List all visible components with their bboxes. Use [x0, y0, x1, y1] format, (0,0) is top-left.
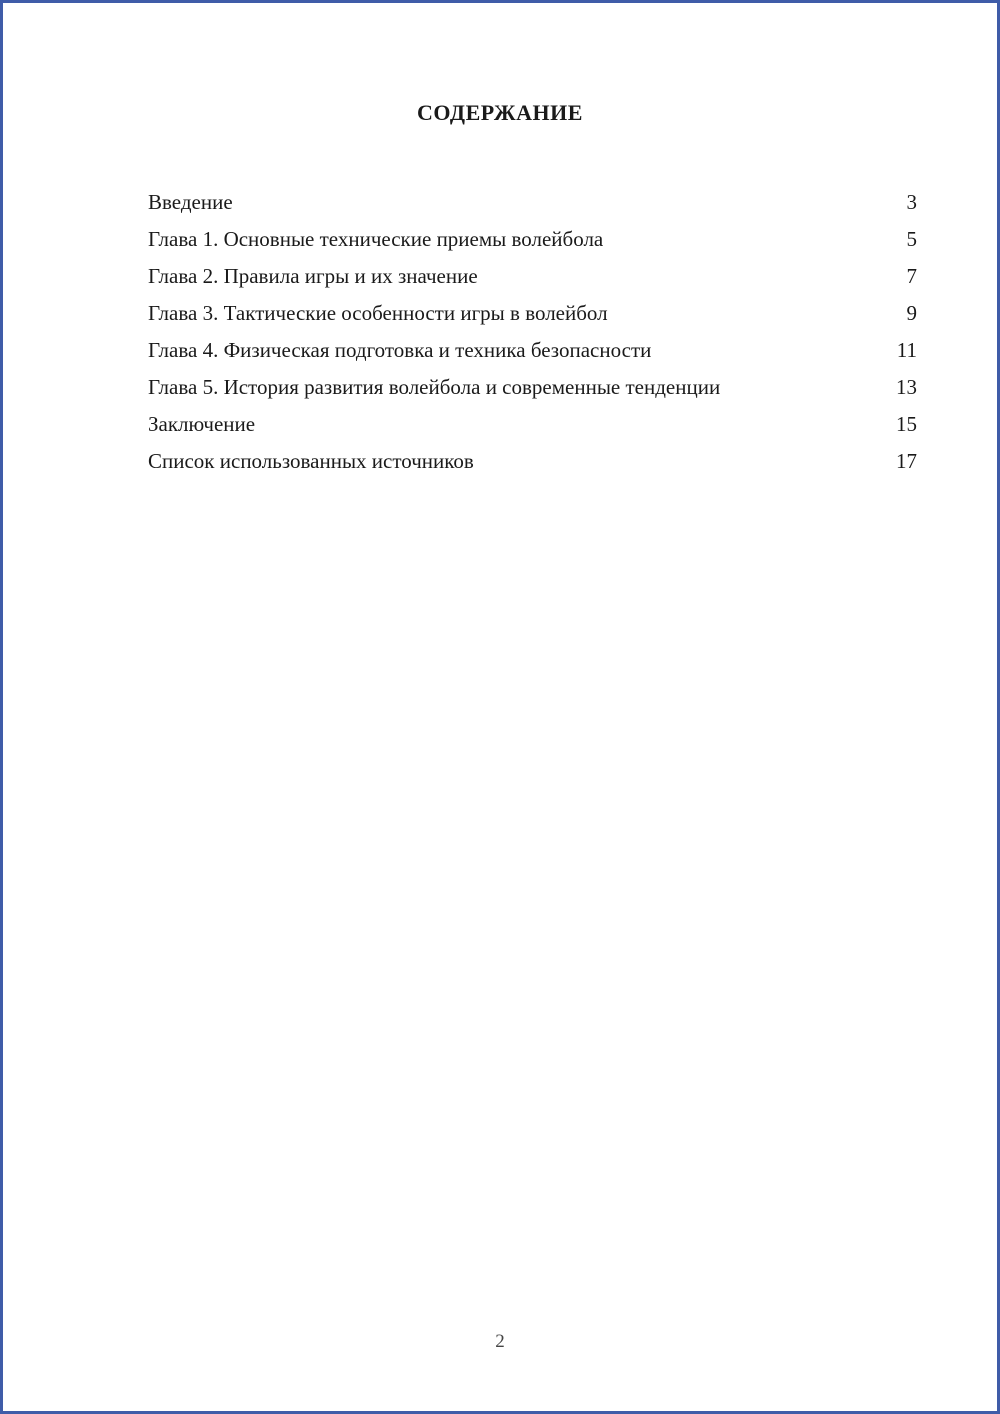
toc-entry-page-number: 17: [896, 449, 917, 473]
toc-entry-title: Глава 5. История развития волейбола и современные тенденции: [148, 375, 721, 399]
footer-page-number: 2: [495, 1331, 505, 1352]
page-title: СОДЕРЖАНИЕ: [417, 100, 583, 125]
toc-entry-title: Глава 1. Основные технические приемы волейбола: [148, 227, 604, 251]
toc-entry-page-number: 9: [906, 301, 917, 325]
toc-entry-page-number: 13: [896, 375, 917, 399]
toc-entry-page-number: 7: [906, 264, 917, 288]
toc-entry-title: Список использованных источников: [148, 449, 474, 473]
toc-entry-title: Глава 3. Тактические особенности игры в волейбол: [148, 301, 608, 325]
toc-entry-chapter-1: [148, 221, 917, 258]
toc-entry-page-number: 11: [896, 338, 917, 362]
toc-entry-title: Введение: [148, 190, 233, 214]
toc-entry-chapter-5: [148, 369, 917, 406]
toc-entry-chapter-3: [148, 295, 917, 332]
toc-entry-chapter-4: [148, 332, 917, 369]
toc-entry-introduction: [148, 184, 917, 221]
toc-entry-page-number: 3: [906, 190, 917, 214]
toc-entry-references: [148, 443, 917, 480]
toc-entry-conclusion: [148, 406, 917, 443]
toc-entry-title: Заключение: [148, 412, 256, 436]
toc-entry-page-number: 5: [906, 227, 917, 251]
toc-entry-page-number: 15: [896, 412, 917, 436]
toc-entry-chapter-2: [148, 258, 917, 295]
toc-entry-title: Глава 4. Физическая подготовка и техника безопасности: [148, 338, 652, 362]
table-of-contents: [3, 184, 997, 480]
toc-entry-title: Глава 2. Правила игры и их значение: [148, 264, 478, 288]
